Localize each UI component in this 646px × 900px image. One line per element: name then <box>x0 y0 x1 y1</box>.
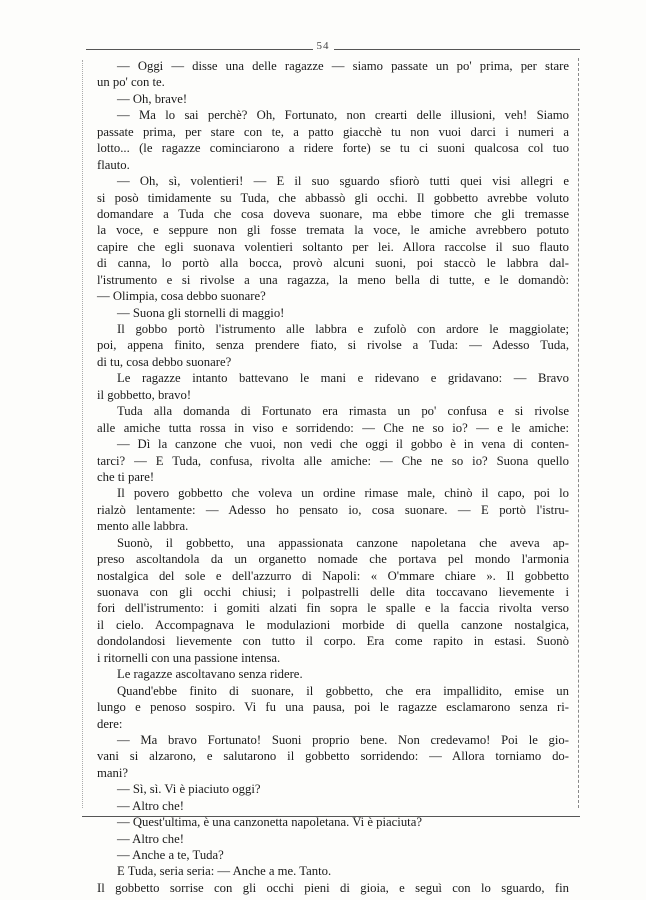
text-line: Le ragazze ascoltavano senza ridere. <box>117 667 303 682</box>
text-line: — Suona gli stornelli di maggio! <box>117 305 285 320</box>
text-line: lotto... (le ragazze cominciarono a ridere forte) se tu ci suoni qualcosa col tuo <box>97 141 569 156</box>
text-line: — Anche a te, Tuda? <box>117 848 224 862</box>
text-line: capire che egli suonava volentieri soltanto per lei. Allora raccolse il suo flauto <box>97 239 569 254</box>
text-line: — Sì, sì. Vi è piaciuto oggi? <box>117 782 261 797</box>
text-line: si posò timidamente su Tuda, che abbassò gli occhi. Il gobbetto avrebbe voluto <box>97 190 569 205</box>
text-line: l'istrumento e si rivolse a una ragazza, la meno bella di tutte, e le domandò: <box>97 272 569 287</box>
left-margin-line <box>82 60 83 808</box>
text-line: domandare a Tuda che cosa doveva suonare, ma ebbe timore che gli tremasse <box>97 206 569 221</box>
text-line: il gobbetto, bravo! <box>97 387 192 402</box>
text-line: Le ragazze intanto battevano le mani e ridevano e gridavano: — Bravo <box>117 371 569 386</box>
text-line: — Oh, brave! <box>117 91 188 106</box>
text-line: Suonò, il gobbetto, una appassionata canzone napoletana che aveva ap- <box>117 535 569 550</box>
text-line: la voce, e seppure non gli fosse tremata la voce, le amiche avrebbero potuto <box>97 223 569 238</box>
text-line: — Oh, sì, volentieri! — E il suo sguardo sfiorò tutti quei visi allegri e <box>117 174 569 189</box>
text-line: nostalgica del sole e dell'azzurro di Napoli: « O'mmare chiare ». Il gobbetto <box>97 568 569 583</box>
body-text <box>97 58 569 896</box>
text-line: — Altro che! <box>117 831 184 846</box>
text-line: — Altro che! <box>117 798 184 813</box>
text-line: il cielo. Accompagnava le modulazioni morbide di quella canzone nostalgica, <box>97 617 569 632</box>
text-line: Il gobbetto sorrise con gli occhi pieni di gioia, e seguì con lo sguardo, fin <box>97 880 569 895</box>
bottom-rule <box>82 816 580 817</box>
text-line: tarci? — E Tuda, confusa, rivolta alle amiche: — Che ne so io? Suona quello <box>97 453 569 468</box>
text-line: rialzò lentamente: — Adesso ho pensato io, cosa suonare. — E portò l'istru- <box>97 502 569 517</box>
text-line: — Oggi — disse una delle ragazze — siamo passate un po' prima, per stare <box>117 59 569 73</box>
text-line: flauto. <box>97 157 130 172</box>
text-line: un po' con te. <box>97 75 165 90</box>
text-line: — Olimpia, cosa debbo suonare? <box>97 289 266 304</box>
text-line: Il povero gobbetto che voleva un ordine rimase male, chinò il capo, poi lo <box>117 486 569 501</box>
text-line: fori dell'istrumento: i gomiti alzati fin sopra le spalle e la faccia rivolta verso <box>97 601 569 616</box>
text-line: — Quest'ultima, è una canzonetta napoletana. Vi è piaciuta? <box>117 815 422 830</box>
text-line: dere: <box>97 716 123 731</box>
text-line: lungo e penoso sospiro. Vi fu una pausa, poi le ragazze esclamarono senza ri- <box>97 700 569 715</box>
text-line: suonava con gli occhi chiusi; i polpastrelli delle dita toccavano lievemente i <box>97 585 569 599</box>
text-line: — Dì la canzone che vuoi, non vedi che oggi il gobbo è in vena di conten- <box>117 437 569 452</box>
text-line: mani? <box>97 765 129 780</box>
text-line: — Ma bravo Fortunato! Suoni proprio bene. Non credevamo! Poi le gio- <box>117 732 569 747</box>
text-line: di canna, lo portò alla bocca, provò alcuni suoni, poi staccò le labbra dal- <box>97 256 569 271</box>
text-line: mento alle labbra. <box>97 519 189 534</box>
text-line: che ti pare! <box>97 469 155 484</box>
text-line: Il gobbo portò l'istrumento alle labbra e zufolò con ardore le maggiolate; <box>117 322 569 336</box>
text-line: i ritornelli con una passione intensa. <box>97 650 281 665</box>
text-line: passate prima, per stare con te, a patto giacchè tu non vuoi darci i numeri a <box>97 124 569 139</box>
text-line: poi, appena finito, senza prendere fiato, si rivolse a Tuda: — Adesso Tuda, <box>97 338 569 353</box>
text-line: Tuda alla domanda di Fortunato era rimasta un po' confusa e si rivolse <box>117 404 569 419</box>
text-line: preso ascoltandola da un organetto nomade che portava pel mondo l'armonia <box>97 552 569 567</box>
text-line: Quand'ebbe finito di suonare, il gobbetto, che era impallidito, emise un <box>117 683 569 698</box>
right-margin-line <box>578 58 579 808</box>
text-line: alle amiche tutta rossa in viso e sorridendo: — Che ne so io? — e le amiche: <box>97 420 569 435</box>
text-line: di tu, cosa debbo suonare? <box>97 354 232 369</box>
text-line: — Ma lo sai perchè? Oh, Fortunato, non crearti delle illusioni, veh! Siamo <box>117 108 569 123</box>
page-number: 54 <box>0 40 646 52</box>
text-line: vani si alzarono, e salutarono il gobbetto sorridendo: — Allora torniamo do- <box>97 749 569 764</box>
text-line: E Tuda, seria seria: — Anche a me. Tanto. <box>117 864 332 879</box>
text-line: dondolandosi lievemente con tutto il corpo. Era come rapito in estasi. Suonò <box>97 634 569 649</box>
